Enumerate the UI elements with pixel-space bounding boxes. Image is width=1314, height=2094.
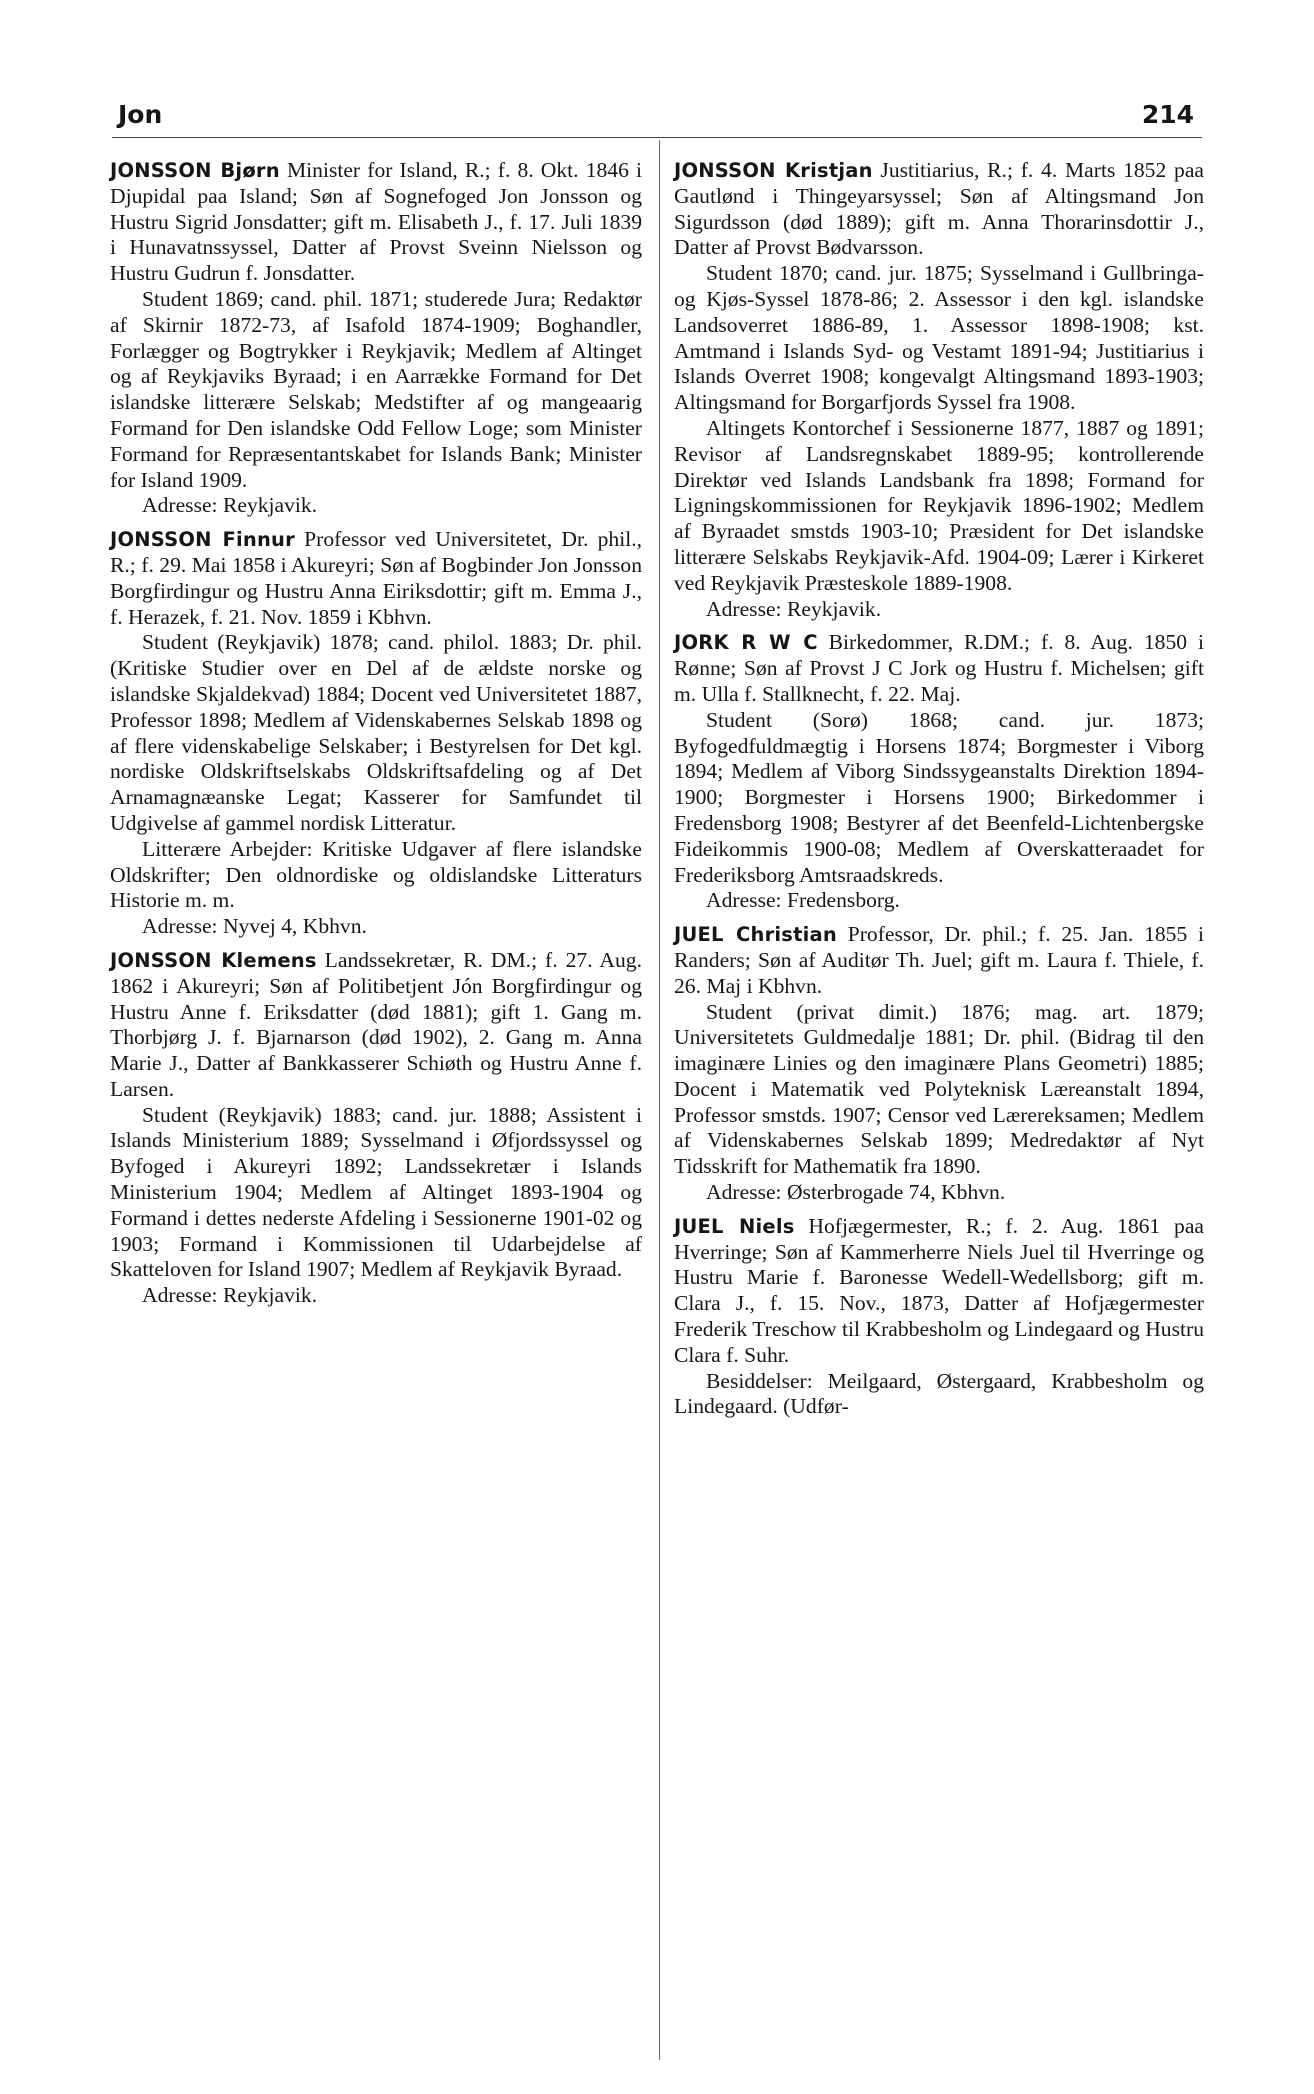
headword: JONSSON Bjørn xyxy=(110,159,280,182)
entry-paragraph: Altingets Kontorchef i Sessionerne 1877, 1887 og 1891; Revisor af Landsregnskabet 1889-95; kontrollerende Direktør ved Islands Landsbank fra 1898; Formand for Ligningskommissionen for Reykjavik 1896-1902; Medlem af Byraadet smstds 1903-10; Præsident for Det islandske litterære Selskabs Reykjavik-Afd. 1904-09; Lærer i Kirkeret ved Reykjavik Præsteskole 1889-1908. xyxy=(674,415,1204,595)
entry-paragraph: Student 1870; cand. jur. 1875; Sysselmand i Gullbringa- og Kjøs-Syssel 1878-86; 2. Assessor i den kgl. islandske Landsoverret 1886-89, 1. Assessor 1898-1908; kst. Amtmand i Islands Syd- og Vestamt 1891-94; Justitiarius i Islands Overret 1908; kongevalgt Altingsmand 1893-1903; Altingsmand for Borgarfjords Syssel fra 1908. xyxy=(674,261,1204,415)
entry-address: Adresse: Østerbrogade 74, Kbhvn. xyxy=(706,1180,1006,1205)
entry-paragraph: Litterære Arbejder: Kritiske Udgaver af flere islandske Oldskrifter; Den oldnordiske og oldislandske Litteraturs Historie m. m. xyxy=(110,836,642,913)
entry-paragraph: Student (privat dimit.) 1876; mag. art. 1879; Universitetets Guldmedalje 1881; Dr. phil. (Bidrag til den imaginære Linies og den imaginære Plans Geometri) 1885; Docent i Matematik ved Polyteknisk Læreanstalt 1894, Professor smstds. 1907; Censor ved Lærereksamen; Medlem af Videnskabernes Selskab 1899; Medredaktør af Nyt Tidsskrift for Mathematik fra 1890. xyxy=(674,999,1204,1179)
headword: JONSSON Klemens xyxy=(110,948,317,972)
entry-intro: Professor ved Universitetet, Dr. phil., R.; f. 29. Mai 1858 i Akureyri; Søn af Bogbinder Jon Jonsson Borgfirdingur og Hustru Anna Eiriksdottir; gift m. Emma J., f. Herazek, f. 21. Nov. 1859 i Kbhvn. xyxy=(110,527,642,629)
header-rule xyxy=(112,137,1202,138)
entry-jonsson-klemens xyxy=(110,948,642,1309)
column-divider xyxy=(659,140,660,2060)
headword: JORK R W C xyxy=(674,631,818,655)
entry-jork xyxy=(674,630,1204,914)
entry-paragraph: Student (Reykjavik) 1878; cand. philol. 1883; Dr. phil. (Kritiske Studier over en Del af de ældste norske og islandske Skjaldekvad) 1884; Docent ved Universitetet 1887, Professor 1898; Medlem af Videnskabernes Selskab 1898 og af flere videnskabelige Selskaber; i Bestyrelsen for Det kgl. nordiske Oldskriftselskabs Oldskriftsafdeling og af Det Arnamagnæanske Legat; Kasserer for Samfundet til Udgivelse af gammel nordisk Litteratur. xyxy=(110,630,642,835)
entry-paragraph: Student (Sorø) 1868; cand. jur. 1873; Byfogedfuldmægtig i Horsens 1874; Borgmester i Viborg 1894; Medlem af Viborg Sindssygeanstalts Direktion 1894-1900; Borgmester i Horsens 1900; Birkedommer i Fredensborg 1908; Bestyrer af det Beenfeld-Lichtenbergske Fideikommis 1900-08; Medlem af Overskatteraadet for Frederiksborg Amtsraadskreds. xyxy=(674,707,1204,887)
entry-address: Adresse: Reykjavik. xyxy=(706,596,882,621)
left-column xyxy=(110,158,642,1317)
page-number: 214 xyxy=(1141,100,1194,129)
running-head-word: Jon xyxy=(118,100,163,129)
entry-intro: Landssekretær, R. DM.; f. 27. Aug. 1862 i Akureyri; Søn af Politibetjent Jón Borgfirdingur og Hustru Anne f. Eriksdatter (død 1881); gift 1. Gang m. Thorbjørg J. f. Bjarnarson (død 1902), 2. Gang m. Anna Marie J., Datter af Bankkasserer Schiøth og Hustru Anne f. Larsen. xyxy=(110,947,642,1101)
entry-jonsson-kristjan xyxy=(674,158,1204,622)
entry-paragraph: Student (Reykjavik) 1883; cand. jur. 1888; Assistent i Islands Ministerium 1889; Sysselmand i Øfjordssyssel og Byfoged i Akureyri 1892; Landssekretær i Islands Ministerium 1904; Medlem af Altinget 1893-1904 og Formand i dettes nederste Afdeling i Sessionerne 1901-02 og 1903; Formand i Kommissionen til Udarbejdelse af Skatteloven for Island 1907; Medlem af Reykjavik Byraad. xyxy=(110,1102,642,1282)
entry-juel-christian xyxy=(674,922,1204,1206)
entry-address: Adresse: Fredensborg. xyxy=(706,888,900,913)
entry-paragraph: Student 1869; cand. phil. 1871; studerede Jura; Redaktør af Skirnir 1872-73, af Isafold 1874-1909; Boghandler, Forlægger og Bogtrykker i Reykjavik; Medlem af Altinget og af Reykjaviks Byraad; i en Aarrække Formand for Det islandske litterære Selskab; Medstifter af og mangeaarig Formand for Den islandske Odd Fellow Loge; som Minister Formand for Repræsentantskabet for Islands Bank; Minister for Island 1909. xyxy=(110,286,642,492)
headword: JUEL Niels xyxy=(674,1214,795,1238)
running-head xyxy=(112,96,1202,140)
headword: JUEL Christian xyxy=(674,923,837,947)
right-column xyxy=(674,158,1204,1428)
entry-intro: Minister for Island, R.; f. 8. Okt. 1846 i Djupidal paa Island; Søn af Sognefoged Jon Jonsson og Hustru Sigrid Jonsdatter; gift m. Elisabeth J., f. 17. Juli 1839 i Hunavatnssyssel, Datter af Provst Sveinn Nielsson og Hustru Gudrun f. Jonsdatter. xyxy=(110,158,643,286)
entry-address: Adresse: Reykjavik. xyxy=(142,493,318,518)
entry-paragraph: Besiddelser: Meilgaard, Østergaard, Krabbesholm og Lindegaard. (Udfør- xyxy=(674,1368,1204,1419)
entry-juel-niels xyxy=(674,1214,1204,1420)
entry-jonsson-bjorn xyxy=(110,158,642,519)
entry-intro: Birkedommer, R.DM.; f. 8. Aug. 1850 i Rønne; Søn af Provst J C Jork og Hustru f. Michelsen; gift m. Ulla f. Stallknecht, f. 22. Maj. xyxy=(674,630,1204,706)
headword: JONSSON Kristjan xyxy=(674,159,873,182)
entry-intro: Justitiarius, R.; f. 4. Marts 1852 paa Gautlønd i Thingeyarsyssel; Søn af Altingsmand Jon Sigurdsson (død 1889); gift m. Anna Thorarinsdottir J., Datter af Provst Bødvarsson. xyxy=(674,158,1204,260)
entry-intro: Professor, Dr. phil.; f. 25. Jan. 1855 i Randers; Søn af Auditør Th. Juel; gift m. Laura f. Thiele, f. 26. Maj i Kbhvn. xyxy=(674,922,1205,998)
entry-jonsson-finnur xyxy=(110,527,642,940)
entry-address: Adresse: Nyvej 4, Kbhvn. xyxy=(142,914,367,939)
entry-address: Adresse: Reykjavik. xyxy=(142,1283,318,1308)
headword: JONSSON Finnur xyxy=(110,528,295,552)
entry-intro: Hofjægermester, R.; f. 2. Aug. 1861 paa Hverringe; Søn af Kammerherre Niels Juel til Hverringe og Hustru Marie f. Baronesse Wedell-Wedellsborg; gift m. Clara J., f. 15. Nov., 1873, Datter af Hofjægermester Frederik Treschow til Krabbesholm og Lindegaard og Hustru Clara f. Suhr. xyxy=(674,1213,1204,1367)
